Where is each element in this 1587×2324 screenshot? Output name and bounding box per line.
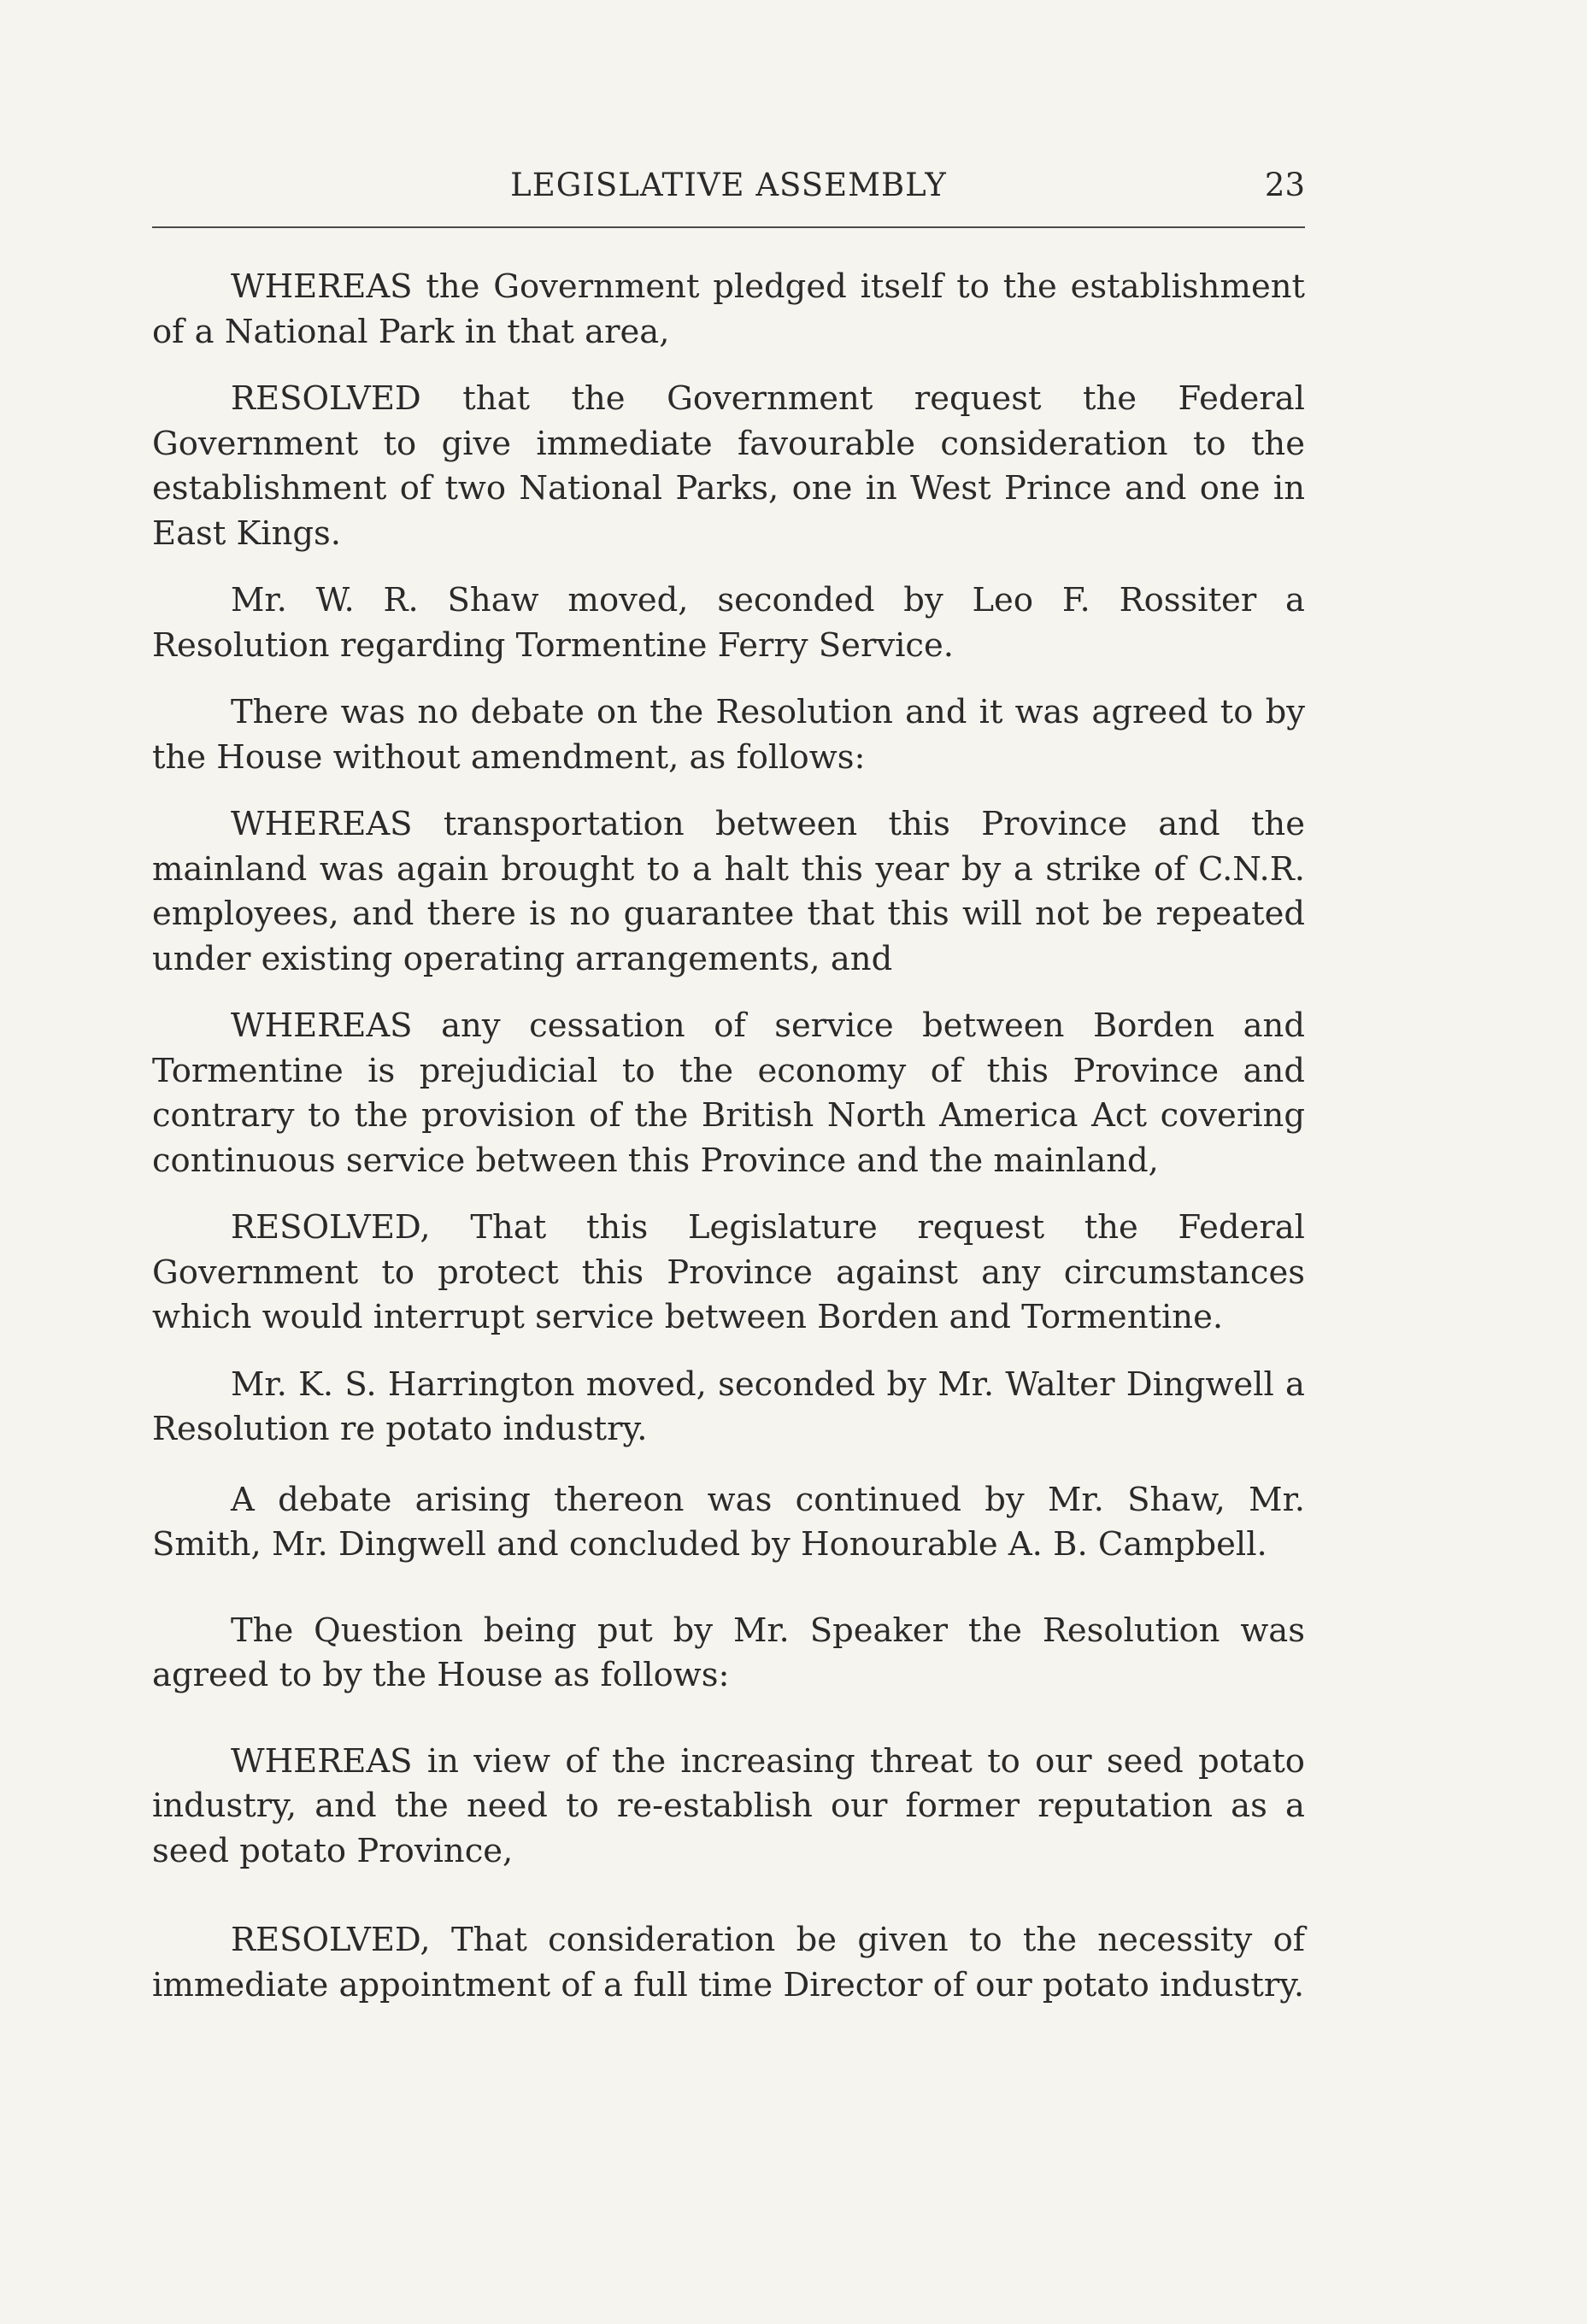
paragraph-resolved-protect-province: RESOLVED, That this Legislature request the Federal Government to protect this Province against any circumstances which would interrupt service between Borden and Tormentine. xyxy=(152,1208,1305,1336)
paragraph-resolved-national-parks: RESOLVED that the Government request the Federal Government to give immediate favourable consideration to the establishment of two National Parks, one in West Prince and one in East Kings. xyxy=(152,379,1305,553)
paragraph-whereas-seed-potato: WHEREAS in view of the increasing threat to our seed potato industry, and the need to re-establish our former reputation as a seed potato Province, xyxy=(152,1741,1305,1870)
paragraph-whereas-cessation: WHEREAS any cessation of service between Borden and Tormentine is prejudicial to the economy of this Province and contrary to the provision of the British North America Act covering continuous service between this Province and the mainland, xyxy=(152,1006,1305,1180)
paragraph-resolved-director: RESOLVED, That consideration be given to the necessity of immediate appointment of a full time Director of our potato industry. xyxy=(152,1921,1305,2004)
paragraph-debate: A debate arising thereon was continued by Mr. Shaw, Mr. Smith, Mr. Dingwell and concluded by Honourable A. B. Campbell. xyxy=(152,1480,1305,1564)
paragraph-question-put: The Question being put by Mr. Speaker the Resolution was agreed to by the House as follows: xyxy=(152,1611,1305,1694)
page-header xyxy=(152,167,1305,228)
paragraph-whereas-national-park: WHEREAS the Government pledged itself to the establishment of a National Park in that area, xyxy=(152,267,1305,351)
paragraph-whereas-transportation: WHEREAS transportation between this Province and the mainland was again brought to a halt this year by a strike of C.N.R. employees, and there is no guarantee that this will not be repeated under existing operating arrangements, and xyxy=(152,805,1305,978)
paragraph-no-debate: There was no debate on the Resolution and it was agreed to by the House without amendment, as follows: xyxy=(152,693,1305,777)
page-number: 23 xyxy=(1264,167,1305,203)
running-head: LEGISLATIVE ASSEMBLY xyxy=(510,167,947,203)
paragraph-motion-potato-industry: Mr. K. S. Harrington moved, seconded by Mr. Walter Dingwell a Resolution re potato industry. xyxy=(152,1364,1305,1448)
paragraph-motion-ferry-service: Mr. W. R. Shaw moved, seconded by Leo F. Rossiter a Resolution regarding Tormentine Ferry Service. xyxy=(152,581,1305,665)
body-text xyxy=(152,265,1305,2008)
